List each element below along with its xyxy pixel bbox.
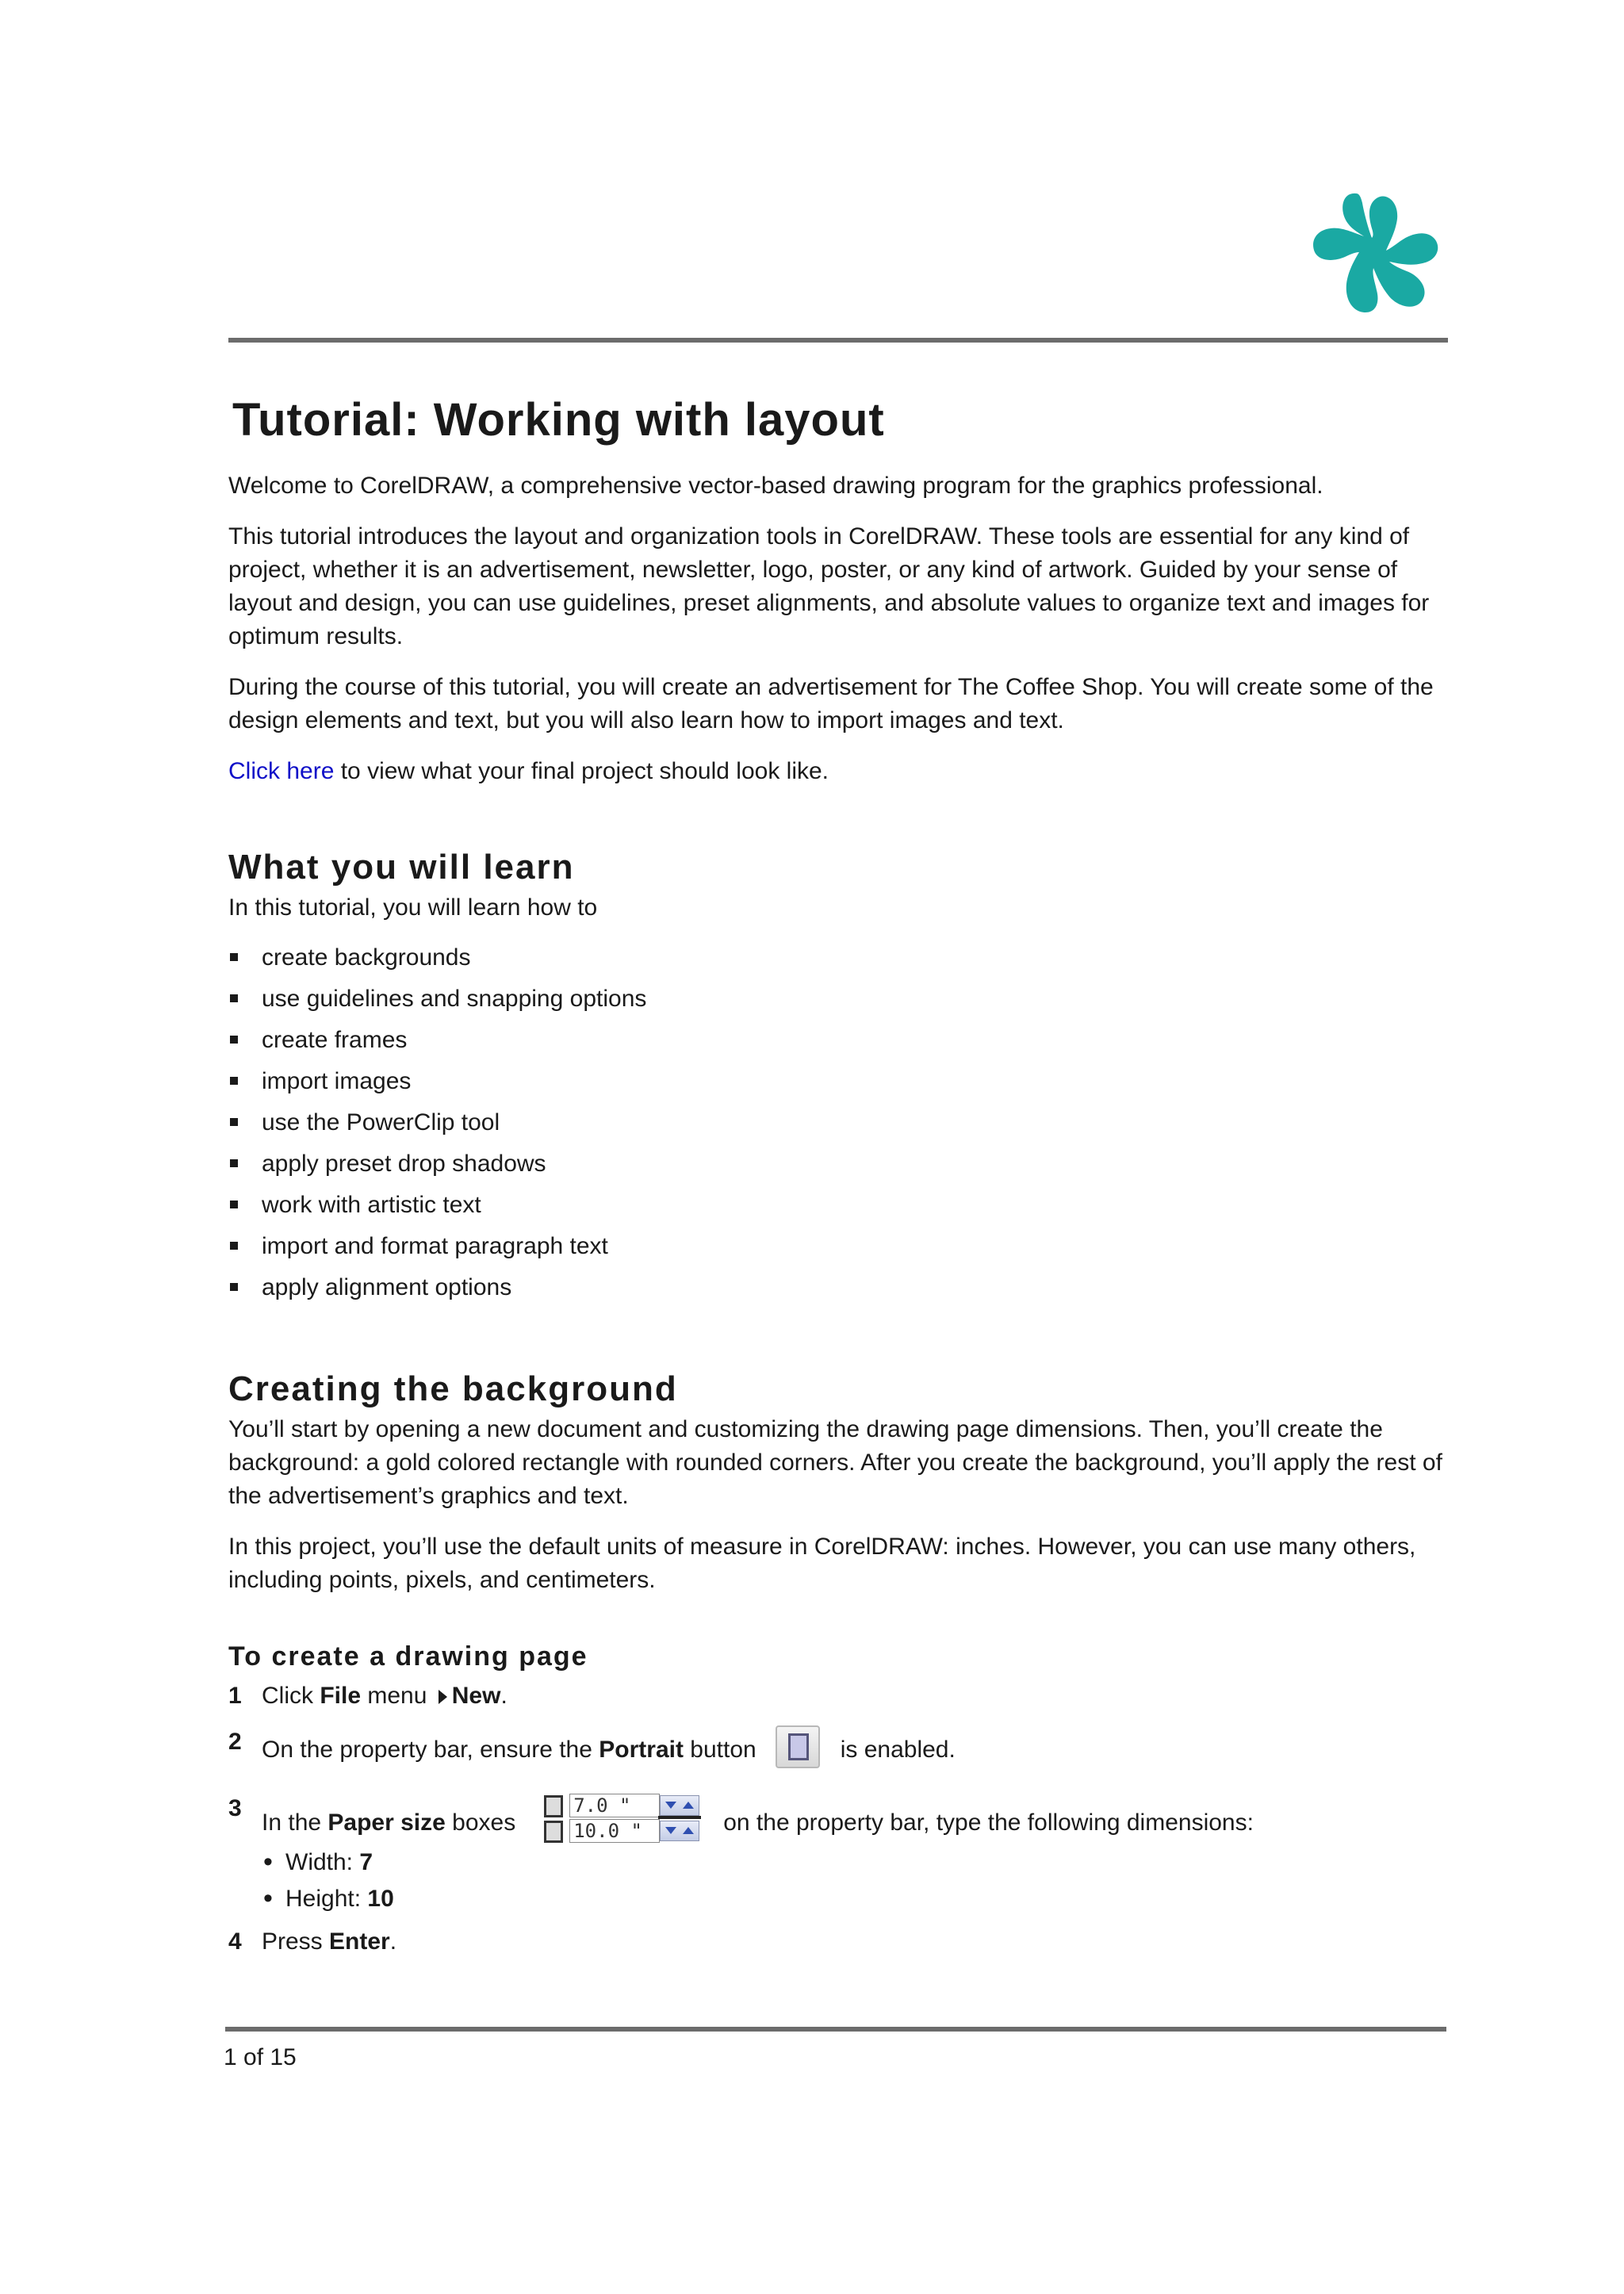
width-label: Width:	[285, 1849, 360, 1875]
step-text: boxes	[445, 1810, 516, 1836]
paper-width-row	[539, 1794, 701, 1817]
list-item: import images	[228, 1066, 1450, 1107]
intro-paragraph-2: This tutorial introduces the layout and organization tools in CorelDRAW. These tools are essential for any kind of project, whether it is an advertisement, newsletter, logo, poster, or any kind of artwork. Guided by your sense of layout and design, you can use guidelines, preset alignments, and absolute values to organize text and images for optimum results.	[228, 523, 1430, 649]
step-number: 1	[228, 1683, 242, 1709]
width-value: 7	[359, 1849, 373, 1875]
step-text: In the	[262, 1810, 328, 1836]
step-3	[228, 1792, 1450, 1917]
list-item: work with artistic text	[228, 1189, 1450, 1231]
click-here-link[interactable]: Click here	[228, 758, 335, 784]
step-text: menu	[361, 1683, 434, 1709]
learn-list	[228, 942, 1450, 1313]
portrait-button[interactable]	[776, 1725, 820, 1768]
list-item: import and format paragraph text	[228, 1231, 1450, 1272]
list-item	[262, 1881, 1450, 1917]
step-text: On the property bar, ensure the	[262, 1737, 599, 1763]
new-command-term: New	[451, 1683, 501, 1709]
footer-rule	[225, 2027, 1446, 2032]
background-heading: Creating the background	[228, 1369, 678, 1408]
final-project-line	[228, 755, 1450, 788]
list-item: create backgrounds	[228, 942, 1450, 983]
step-1	[228, 1679, 1450, 1713]
step-text: is enabled.	[840, 1737, 956, 1763]
procedure-heading: To create a drawing page	[228, 1641, 588, 1672]
portrait-term: Portrait	[599, 1737, 684, 1763]
step-text: on the property bar, type the following dimensions:	[723, 1810, 1254, 1836]
paper-width-field[interactable]: 7.0 "	[569, 1794, 660, 1817]
file-menu-term: File	[320, 1683, 362, 1709]
step-number: 2	[228, 1729, 242, 1755]
step-text: Press	[262, 1928, 330, 1955]
portrait-page-icon	[788, 1733, 809, 1760]
page-width-icon	[544, 1795, 563, 1817]
width-spinner[interactable]	[660, 1795, 699, 1816]
paper-height-field[interactable]: 10.0 "	[569, 1819, 660, 1843]
dimension-list	[262, 1844, 1450, 1917]
menu-arrow-icon	[439, 1690, 447, 1704]
paper-size-boxes	[539, 1792, 701, 1844]
learn-heading: What you will learn	[228, 848, 575, 887]
page-height-icon	[544, 1821, 563, 1843]
intro-paragraph-1: Welcome to CorelDRAW, a comprehensive vector-based drawing program for the graphics professional.	[228, 473, 1323, 499]
step-text: button	[683, 1737, 756, 1763]
flower-logo-icon	[1307, 189, 1443, 317]
document-body	[228, 381, 1450, 1959]
height-label: Height:	[285, 1886, 368, 1912]
procedure-steps	[228, 1679, 1450, 1959]
height-value: 10	[367, 1886, 394, 1912]
page-title: Tutorial: Working with layout	[232, 394, 885, 446]
list-item: create frames	[228, 1024, 1450, 1066]
header-rule	[228, 338, 1448, 343]
enter-key-term: Enter	[329, 1928, 390, 1955]
height-spinner[interactable]	[660, 1821, 699, 1841]
page-number: 1 of 15	[224, 2044, 297, 2070]
step-4	[228, 1925, 1450, 1959]
step-text: Click	[262, 1683, 320, 1709]
intro-paragraph-3: During the course of this tutorial, you will create an advertisement for The Coffee Shop. You will create some of the design elements and text, but you will also learn how to import images and text.	[228, 674, 1434, 733]
list-item: apply preset drop shadows	[228, 1148, 1450, 1189]
background-paragraph-1: You’ll start by opening a new document and customizing the drawing page dimensions. Then, you’ll create the background: a gold colored rectangle with rounded corners. After you create the background, you’ll apply the rest of the advertisement’s graphics and text.	[228, 1416, 1442, 1509]
step-text: .	[500, 1683, 508, 1709]
background-paragraph-2: In this project, you’ll use the default units of measure in CorelDRAW: inches. However, you can use many others, including points, pixels, and centimeters.	[228, 1534, 1416, 1593]
list-item: use the PowerClip tool	[228, 1107, 1450, 1148]
list-item	[262, 1844, 1450, 1881]
paper-height-row	[539, 1819, 701, 1843]
list-item: use guidelines and snapping options	[228, 983, 1450, 1024]
step-text: .	[389, 1928, 397, 1955]
list-item: apply alignment options	[228, 1272, 1450, 1313]
step-number: 4	[228, 1928, 242, 1955]
paper-size-term: Paper size	[327, 1810, 446, 1836]
final-project-text: to view what your final project should look like.	[334, 758, 829, 784]
step-number: 3	[228, 1795, 242, 1821]
learn-lead: In this tutorial, you will learn how to	[228, 894, 598, 921]
step-2	[228, 1725, 1450, 1768]
